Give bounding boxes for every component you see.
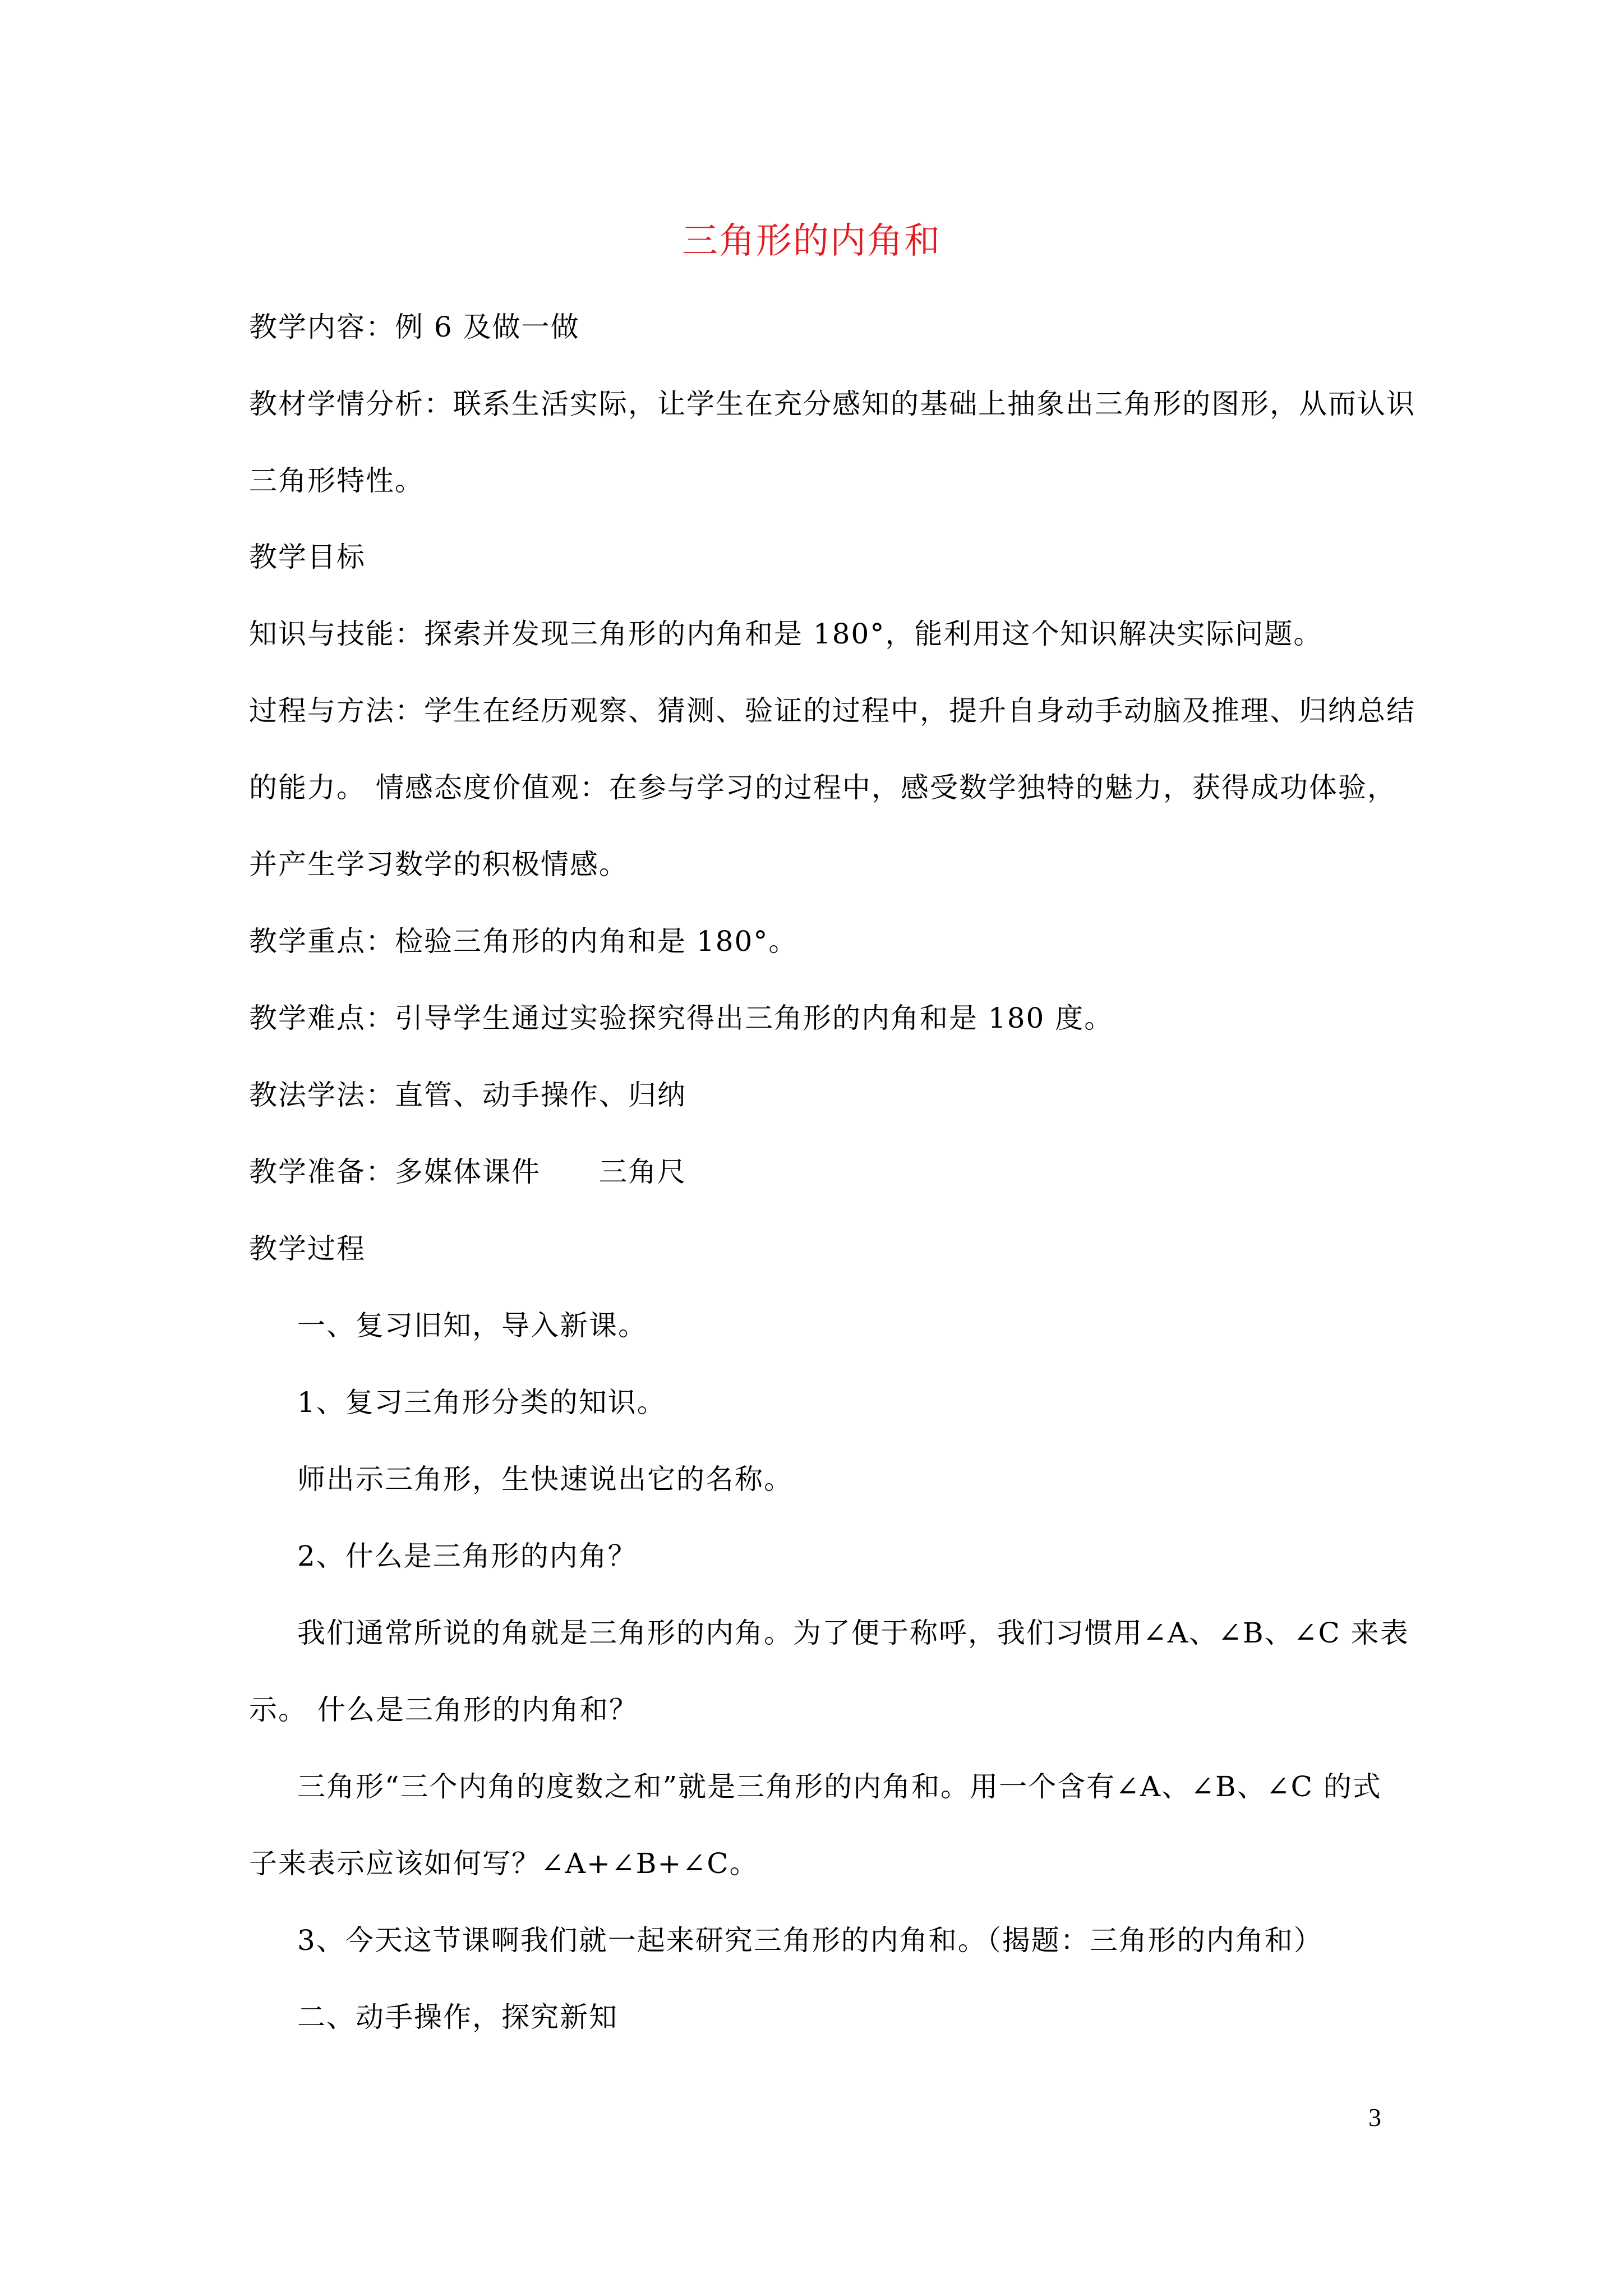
interior-angle-explanation: 我们通常所说的角就是三角形的内角。为了便于称呼，我们习惯用∠A、∠B、∠C 来表 (297, 1617, 1409, 1649)
review-step-2: 2、什么是三角形的内角？ (297, 1540, 637, 1572)
knowledge-skills: 知识与技能：探索并发现三角形的内角和是 180°，能利用这个知识解决实际问题。 (249, 618, 1323, 650)
teaching-goals-heading: 教学目标 (249, 541, 366, 573)
section-one-heading: 一、复习旧知，导入新课。 (297, 1309, 647, 1342)
teaching-preparation: 教学准备：多媒体课件 三角尺 (249, 1156, 686, 1188)
angle-sum-formula: 子来表示应该如何写？∠A+∠B+∠C。 (249, 1847, 759, 1880)
teaching-process-heading: 教学过程 (249, 1232, 366, 1265)
review-step-3: 3、今天这节课啊我们就一起来研究三角形的内角和。（揭题：三角形的内角和） (297, 1924, 1323, 1957)
process-methods-continued: 的能力。 情感态度价值观：在参与学习的过程中，感受数学独特的魅力，获得成功体验， (249, 771, 1396, 804)
material-analysis-continued: 三角形特性。 (249, 464, 424, 497)
review-step-1: 1、复习三角形分类的知识。 (297, 1386, 666, 1419)
teaching-methods: 教法学法：直管、动手操作、归纳 (249, 1079, 686, 1111)
emotional-attitude-continued: 并产生学习数学的积极情感。 (249, 848, 628, 881)
page-number: 3 (1368, 2103, 1381, 2132)
process-methods: 过程与方法：学生在经历观察、猜测、验证的过程中，提升自身动手动脑及推理、归纳总结 (249, 694, 1415, 727)
angle-sum-explanation: 三角形“三个内角的度数之和”就是三角形的内角和。用一个含有∠A、∠B、∠C 的式 (297, 1770, 1382, 1803)
teaching-difficulty: 教学难点：引导学生通过实验探究得出三角形的内角和是 180 度。 (249, 1002, 1114, 1034)
document-title: 三角形的内角和 (682, 220, 941, 262)
teaching-key-point: 教学重点：检验三角形的内角和是 180°。 (249, 925, 798, 958)
teaching-content: 教学内容：例 6 及做一做 (249, 311, 580, 343)
material-analysis: 教材学情分析：联系生活实际，让学生在充分感知的基础上抽象出三角形的图形，从而认识 (249, 388, 1415, 420)
interior-angle-explanation-continued: 示。 什么是三角形的内角和？ (249, 1694, 638, 1726)
review-step-1-detail: 师出示三角形，生快速说出它的名称。 (297, 1463, 793, 1496)
section-two-heading: 二、动手操作，探究新知 (297, 2001, 618, 2033)
